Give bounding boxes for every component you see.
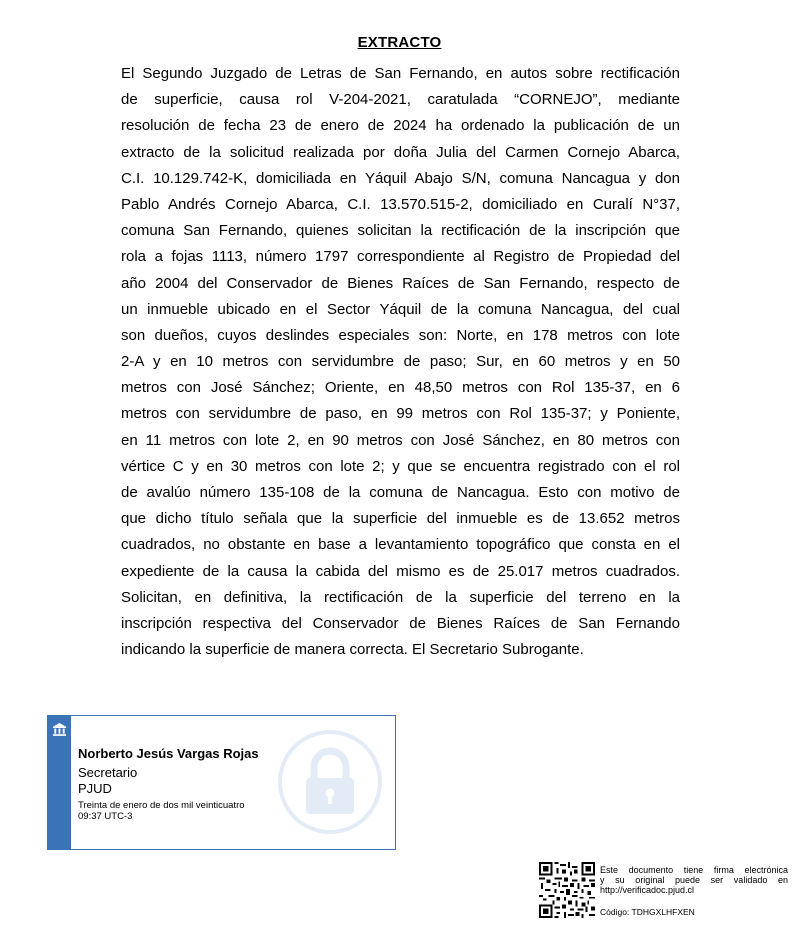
verification-code: Código: TDHGXLHFXEN	[600, 907, 695, 917]
body-line: metros con servidumbre de paso, en 99 metros con Rol 135-37; y Poniente,	[121, 405, 680, 423]
signature-side-bar	[48, 716, 71, 849]
body-line: cuadrados, no obstante en base a levantamiento topográfico que consta en el	[121, 536, 680, 554]
verification-url[interactable]: http://verificadoc.pjud.cl	[600, 885, 695, 895]
body-line: inscripción respectiva del Conservador de Bienes Raíces de San Fernando	[121, 614, 680, 632]
signature-time: 09:37 UTC-3	[78, 811, 133, 822]
body-line: metros con José Sánchez; Oriente, en 48,50 metros con Rol 135-37, en 6	[121, 379, 680, 397]
bank-icon	[52, 722, 67, 737]
verification-line: y su original puede ser validado en	[600, 875, 788, 885]
signer-organization: PJUD	[78, 781, 112, 796]
body-line: C.I. 10.129.742-K, domiciliada en Yáquil Abajo S/N, comuna Nancagua y don	[121, 169, 680, 187]
body-line: comuna San Fernando, quienes solicitan la rectificación de la inscripción que	[121, 222, 680, 240]
body-line: indicando la superficie de manera correcta. El Secretario Subrogante.	[121, 641, 584, 659]
signer-name: Norberto Jesús Vargas Rojas	[78, 746, 259, 761]
body-line: El Segundo Juzgado de Letras de San Fernando, en autos sobre rectificación	[121, 65, 680, 82]
body-line: extracto de la solicitud realizada por doña Julia del Carmen Cornejo Abarca,	[121, 143, 680, 161]
body-line: resolución de fecha 23 de enero de 2024 ha ordenado la publicación de un	[121, 117, 680, 135]
body-line: Solicitan, en definitiva, la rectificación de la superficie del terreno en la	[121, 588, 680, 606]
body-line: un inmueble ubicado en el Sector Yáquil de la comuna Nancagua, del cual	[121, 300, 680, 318]
body-line: expediente de la causa la cabida del mismo es de 25.017 metros cuadrados.	[121, 562, 680, 580]
document-body	[121, 61, 680, 663]
signature-timestamp	[78, 800, 278, 822]
body-line: en 11 metros con lote 2, en 90 metros con José Sánchez, en 80 metros con	[121, 431, 680, 449]
lock-icon	[277, 729, 383, 835]
body-line: 2-A y en 10 metros con servidumbre de paso; Sur, en 60 metros y en 50	[121, 353, 680, 371]
document-title: EXTRACTO	[357, 34, 442, 51]
body-line: son dueños, cuyos deslindes especiales son: Norte, en 178 metros con lote	[121, 326, 680, 344]
body-line: vértice C y en 30 metros con lote 2; y que se encuentra registrado con el rol	[121, 457, 680, 475]
qr-code-icon	[539, 862, 595, 918]
body-line: año 2004 del Conservador de Bienes Raíces de San Fernando, respecto de	[121, 274, 680, 292]
verification-notice	[600, 865, 788, 895]
body-line: de superficie, causa rol V-204-2021, caratulada “CORNEJO”, mediante	[121, 91, 680, 109]
body-line: de avalúo número 135-108 de la comuna de Nancagua. Esto con motivo de	[121, 484, 680, 501]
signature-date: Treinta de enero de dos mil veinticuatro	[78, 800, 245, 811]
signer-role: Secretario	[78, 765, 138, 780]
electronic-signature-box	[47, 715, 396, 850]
verification-line: Este documento tiene firma electrónica	[600, 865, 788, 875]
body-line: rola a fojas 1113, número 1797 correspondiente al Registro de Propiedad del	[121, 248, 680, 266]
body-line: que dicho título señala que la superficie del inmueble es de 13.652 metros	[121, 510, 680, 528]
body-line: Pablo Andrés Cornejo Abarca, C.I. 13.570.515-2, domiciliado en Curalí N°37,	[121, 195, 680, 213]
